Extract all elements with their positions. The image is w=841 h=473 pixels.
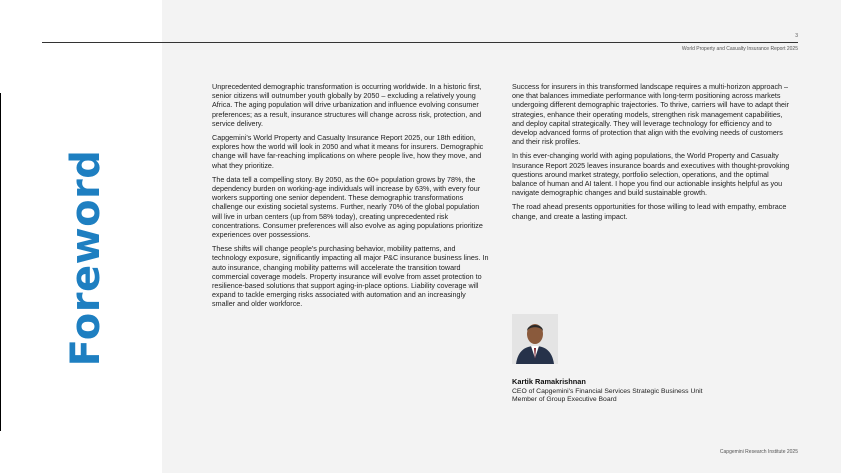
page-title: Foreword	[63, 149, 109, 367]
paragraph: Success for insurers in this transformed landscape requires a multi-horizon approach – one that balances immediate performance with long-term positioning across markets undergoing different demographic trajectories. To thrive, carriers will have to adapt their strategies, enhance their operating models, strengthen risk management capabilities, and deploy capital strategically. They will leverage technology for efficiency and to develop advanced forms of protection that align with the evolving needs of customers and their risk profiles.	[512, 82, 789, 147]
author-portrait	[512, 314, 558, 364]
paragraph: The road ahead presents opportunities for those willing to lead with empathy, embrace change, and create a lasting impact.	[512, 202, 787, 221]
paragraph: Capgemini's World Property and Casualty Insurance Report 2025, our 18th edition, explores how the world will look in 2050 and what it means for insurers. Demographic change will have far-reaching implications on where people live, how they move, and what they prioritize.	[212, 133, 484, 170]
paragraph: Unprecedented demographic transformation is occurring worldwide. In a historic first, senior citizens will outnumber youth globally by 2050 – excluding a relatively young Africa. The aging population will drive urbanization and influence evolving consumer preferences; as a result, insurance structures will change across risk, protection, and service delivery.	[212, 82, 482, 128]
left-column	[212, 82, 490, 314]
author-membership: Member of Group Executive Board	[512, 396, 617, 403]
footer-text: Capgemini Research Institute 2025	[719, 449, 798, 455]
paragraph: The data tell a compelling story. By 2050, as the 60+ population grows by 78%, the dependency burden on working-age individuals will increase by 63%, with every four workers supporting one senior dependent. These demographic transformations challenge our existing societal systems. Further, nearly 70% of the global population will live in urban centers (up from 58% today), creating unprecedented risk concentrations. Consumer preferences will also evolve as aging populations prioritize experiences over possessions.	[212, 174, 483, 240]
header-divider	[42, 42, 798, 43]
paragraph: These shifts will change people's purchasing behavior, mobility patterns, and technology exposure, significantly impacting all major P&C insurance business lines. In auto insurance, changing mobility patterns will accelerate the transition toward commercial coverage models. Property insurance will evolve from asset protection to resilience-based solutions that support aging-in-place options. Liability coverage will expand to tackle emerging risks associated with automation and an increasingly smaller and older workforce.	[212, 244, 489, 309]
author-role: CEO of Capgemini's Financial Services Strategic Business Unit	[512, 388, 703, 395]
sidebar-divider	[0, 93, 1, 431]
right-column	[512, 82, 794, 226]
page-number: 3	[795, 33, 798, 39]
author-name: Kartik Ramakrishnan	[512, 377, 586, 386]
portrait-image	[512, 314, 558, 364]
report-title: World Property and Casualty Insurance Report 2025	[681, 46, 798, 52]
paragraph: In this ever-changing world with aging populations, the World Property and Casualty Insurance Report 2025 leaves insurance boards and executives with thought-provoking questions around market strategy, portfolio selection, operations, and the optimal balance of human and AI talent. I hope you find our actionable insights helpful as you navigate demographic changes and build sustainable growth.	[512, 151, 790, 198]
sidebar-panel	[0, 0, 162, 473]
